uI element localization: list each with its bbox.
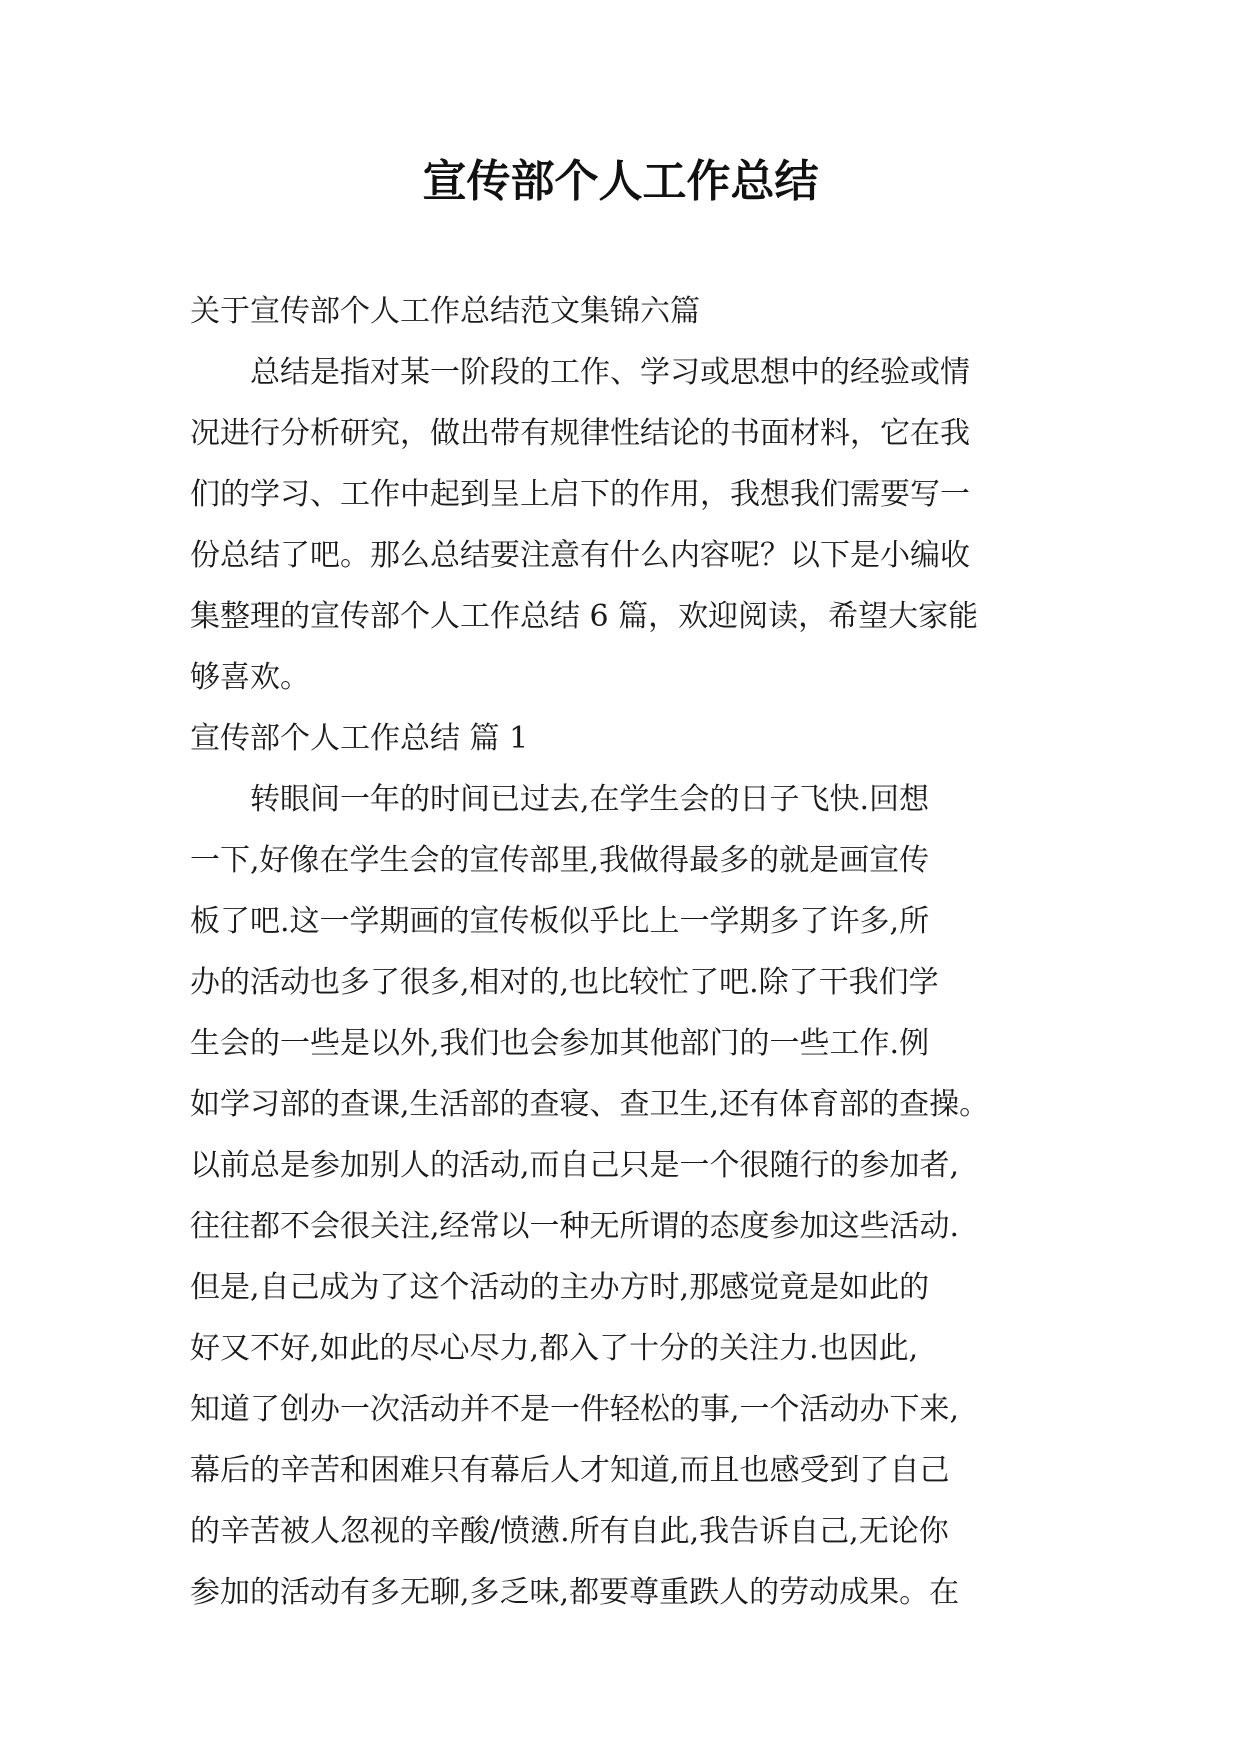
text-line: 况进行分析研究，做出带有规律性结论的书面材料，它在我 — [190, 416, 970, 451]
text-line: 集整理的宣传部个人工作总结 6 篇，欢迎阅读，希望大家能 — [190, 599, 979, 634]
text-line: 办的活动也多了很多,相对的,也比较忙了吧.除了干我们学 — [190, 965, 939, 1000]
text-line: 好又不好,如此的尽心尽力,都入了十分的关注力.也因此, — [190, 1331, 919, 1366]
text-line: 板了吧.这一学期画的宣传板似乎比上一学期多了许多,所 — [190, 904, 930, 939]
text-line: 一下,好像在学生会的宣传部里,我做得最多的就是画宣传 — [190, 843, 930, 878]
text-line: 总结是指对某一阶段的工作、学习或思想中的经验或情 — [190, 355, 970, 390]
text-line: 的辛苦被人忽视的辛酸/愤懑.所有自此,我告诉自己,无论你 — [190, 1514, 949, 1549]
document-title: 宣传部个人工作总结 — [422, 156, 819, 207]
text-line: 参加的活动有多无聊,多乏味,都要尊重跌人的劳动成果。在 — [190, 1575, 960, 1610]
text-line: 转眼间一年的时间已过去,在学生会的日子飞快.回想 — [190, 782, 930, 817]
text-line: 往往都不会很关注,经常以一种无所谓的态度参加这些活动. — [190, 1209, 960, 1244]
text-line: 们的学习、工作中起到呈上启下的作用，我想我们需要写一 — [190, 477, 970, 512]
text-line: 但是,自己成为了这个活动的主办方时,那感觉竟是如此的 — [190, 1270, 930, 1305]
text-line: 如学习部的查课,生活部的查寝、查卫生,还有体育部的查操。 — [190, 1087, 990, 1122]
text-line: 知道了创办一次活动并不是一件轻松的事,一个活动办下来, — [190, 1392, 960, 1427]
text-line: 以前总是参加别人的活动,而自己只是一个很随行的参加者, — [190, 1148, 960, 1183]
text-line: 幕后的辛苦和困难只有幕后人才知道,而且也感受到了自己 — [190, 1453, 950, 1488]
text-line: 生会的一些是以外,我们也会参加其他部门的一些工作.例 — [190, 1026, 930, 1061]
section-heading: 宣传部个人工作总结 篇 1 — [190, 721, 529, 756]
subtitle-line: 关于宣传部个人工作总结范文集锦六篇 — [190, 294, 700, 329]
text-line: 够喜欢。 — [190, 660, 310, 695]
text-line: 份总结了吧。那么总结要注意有什么内容呢？以下是小编收 — [190, 538, 970, 573]
